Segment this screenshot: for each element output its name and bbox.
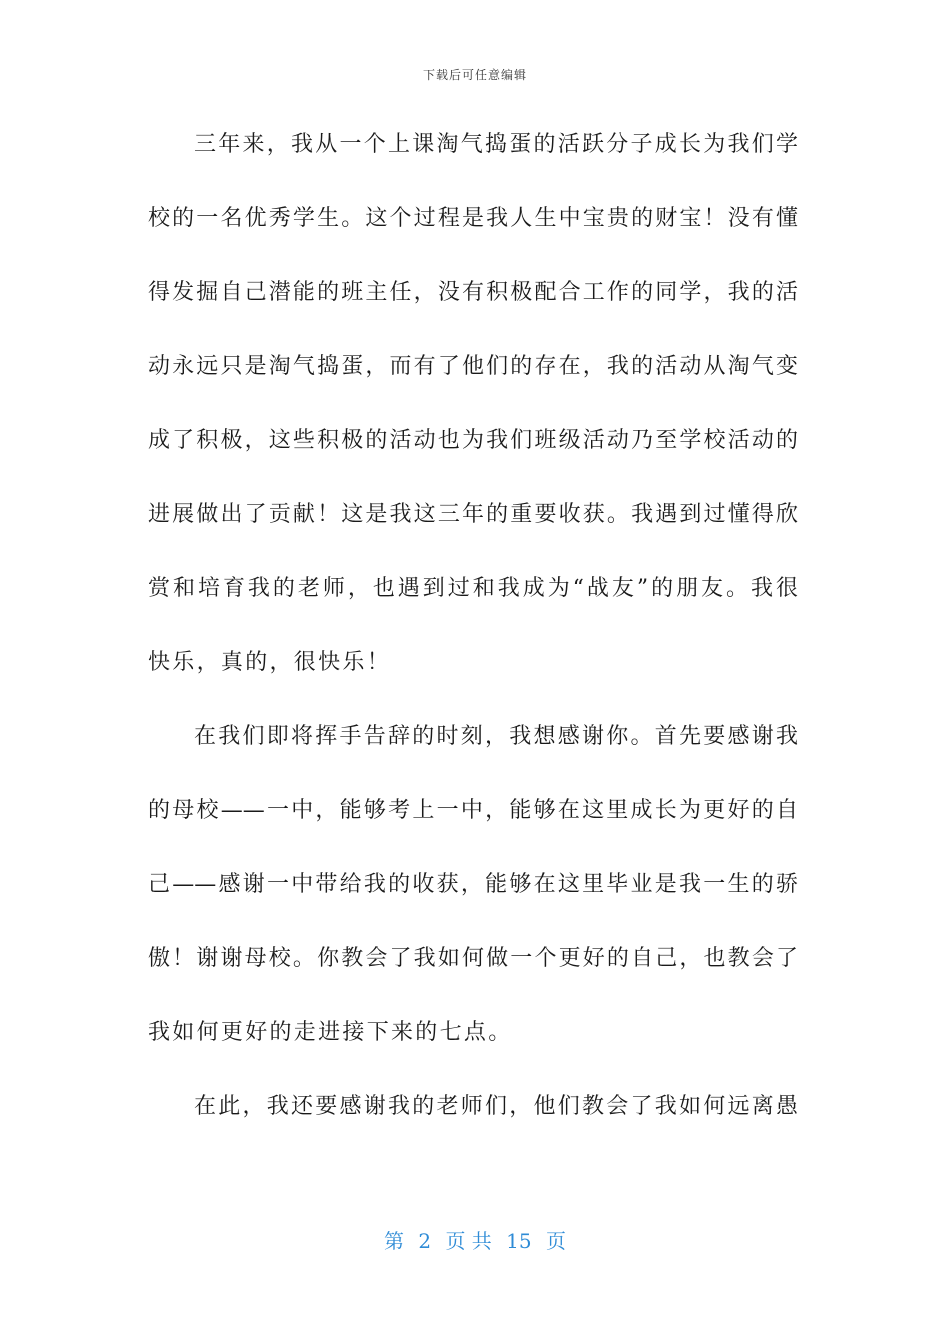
paragraph-1-line-2: 校的一名优秀学生。这个过程是我人生中宝贵的财宝！没有懂 <box>148 206 798 231</box>
page-footer <box>0 1225 950 1254</box>
paragraph-2-line-5: 我如何更好的走进接下来的七点。 <box>148 1020 513 1045</box>
footer-page-number: 2 <box>418 1229 432 1253</box>
paragraph-1-line-4: 动永远只是淘气捣蛋，而有了他们的存在，我的活动从淘气变 <box>148 354 798 379</box>
paragraph-3-line-1: 在此，我还要感谢我的老师们，他们教会了我如何远离愚 <box>194 1094 798 1119</box>
paragraph-2-line-2: 的母校——一中，能够考上一中，能够在这里成长为更好的自 <box>148 798 798 823</box>
footer-suffix: 页 <box>545 1229 566 1253</box>
paragraph-1-line-7: 赏和培育我的老师，也遇到过和我成为“战友”的朋友。我很 <box>148 576 798 601</box>
paragraph-1-line-8: 快乐，真的，很快乐！ <box>148 650 392 675</box>
paragraph-1-line-3: 得发掘自己潜能的班主任，没有积极配合工作的同学，我的活 <box>148 280 798 305</box>
paragraph-1-line-6: 进展做出了贡献！这是我这三年的重要收获。我遇到过懂得欣 <box>148 502 798 527</box>
paragraph-2-line-4: 傲！谢谢母校。你教会了我如何做一个更好的自己，也教会了 <box>148 946 798 971</box>
paragraph-2-line-3: 己——感谢一中带给我的收获，能够在这里毕业是我一生的骄 <box>148 872 798 897</box>
paragraph-1-line-1: 三年来，我从一个上课淘气捣蛋的活跃分子成长为我们学 <box>194 132 798 157</box>
paragraph-2-line-1: 在我们即将挥手告辞的时刻，我想感谢你。首先要感谢我 <box>194 724 798 749</box>
paragraph-1-line-5: 成了积极，这些积极的活动也为我们班级活动乃至学校活动的 <box>148 428 798 453</box>
footer-prefix: 第 <box>384 1229 404 1253</box>
document-body <box>148 120 798 1156</box>
page-header: 下载后可任意编辑 <box>422 68 527 82</box>
footer-total-pages: 15 <box>506 1229 532 1253</box>
footer-middle: 页 共 <box>445 1229 492 1253</box>
